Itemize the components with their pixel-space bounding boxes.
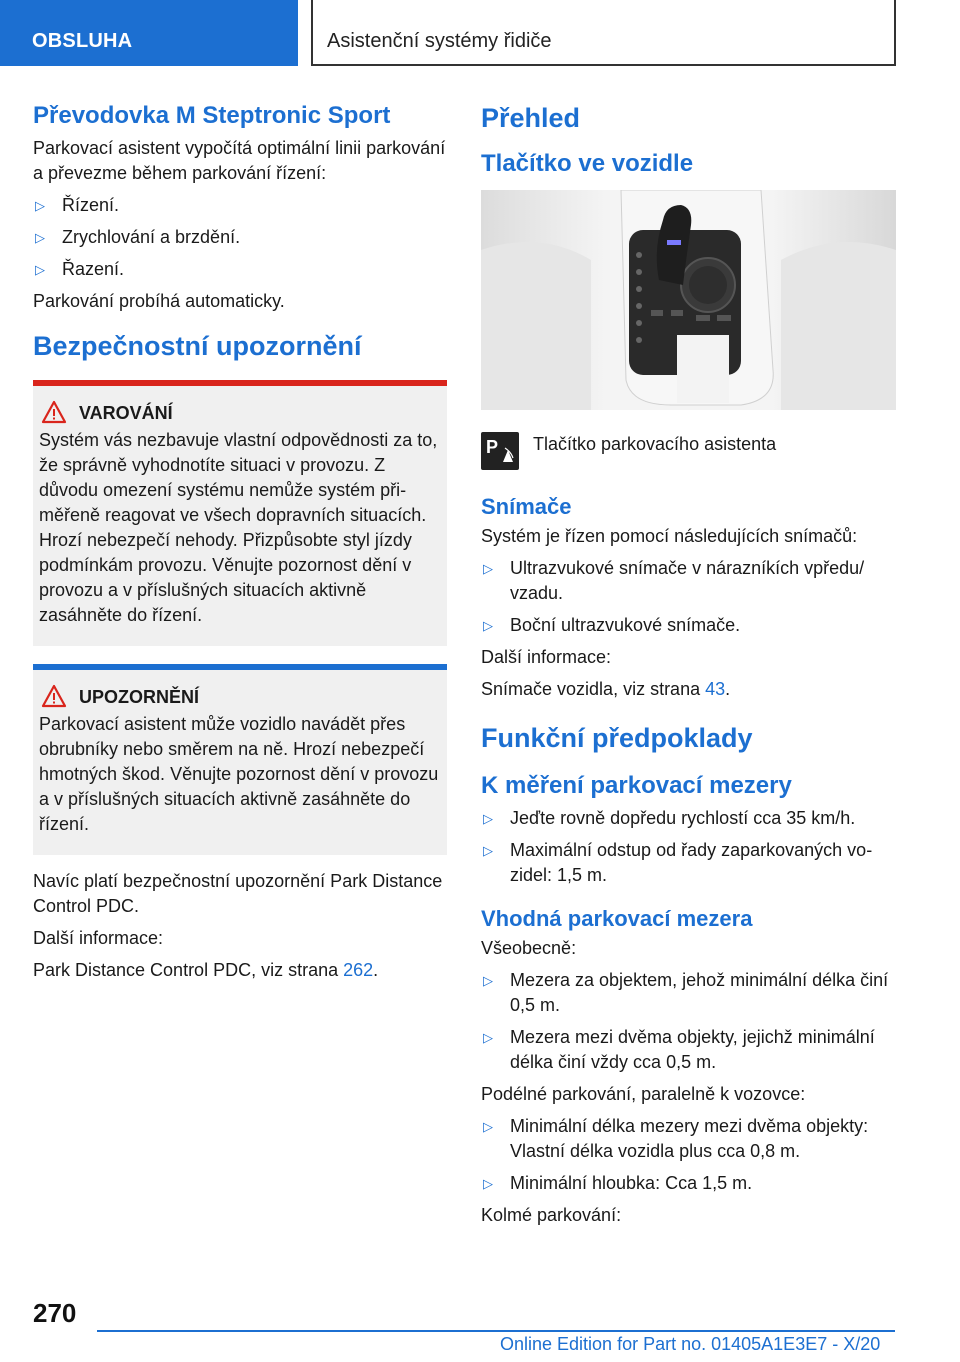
pdc-reference: Park Distance Control PDC, viz strana 262.	[33, 960, 379, 980]
bullet-triangle-icon: ▷	[35, 262, 45, 277]
list-item: ▷ Řazení.	[33, 257, 447, 282]
parking-assistant-button-icon: P	[481, 432, 519, 470]
sensors-intro: Systém je řízen pomocí následujících snímačů:	[481, 526, 858, 546]
pdc-note: Navíc platí bezpečnostní upozornění Park Distance Control PDC.	[33, 871, 443, 916]
bullet-triangle-icon: ▷	[483, 973, 493, 988]
measure-heading: K měření parkovací mezery	[481, 772, 792, 799]
bullet-triangle-icon: ▷	[483, 843, 493, 858]
list-item: ▷ Minimální délka mezery mezi dvěma objekty: Vlastní délka vozidla plus cca 0,8 m.	[483, 1116, 869, 1161]
overview-heading: Přehled	[481, 103, 581, 133]
prerequisites-heading: Funkční předpoklady	[481, 723, 753, 753]
more-info-label: Další informace:	[481, 647, 612, 667]
caution-text: Parkovací asistent může vozidlo navádět přes obrubníky nebo směrem na ně. Hrozí nebezpečí hmotných škod. Věnujte pozornost dění v provozu a v příslušných situacích aktivně zasáhněte do řízení.	[39, 714, 439, 834]
perpendicular-label: Kolmé parkování:	[481, 1205, 622, 1225]
sensors-heading: Snímače	[481, 494, 572, 519]
right-column	[481, 100, 896, 1235]
bullet-triangle-icon: ▷	[483, 618, 493, 633]
list-item: ▷ Mezera za objektem, jehož minimální délka činí 0,5 m.	[483, 970, 889, 1015]
list-item: ▷ Řízení.	[33, 193, 447, 218]
suitable-space-heading: Vhodná parkovací mezera	[481, 906, 753, 931]
gearbox-intro: Parkovací asistent vypočítá optimální linii parkování a převezme během parkování řízení:	[33, 138, 446, 183]
parallel-list	[481, 1114, 896, 1196]
bullet-triangle-icon: ▷	[35, 230, 45, 245]
button-caption-row	[481, 430, 896, 470]
list-item: ▷ Minimální hloubka: Cca 1,5 m.	[481, 1171, 896, 1196]
list-item: ▷ Maximální odstup od řady zaparkovaných vozidel: 1,5 m.	[483, 840, 873, 885]
sensors-reference: Snímače vozidla, viz strana 43.	[481, 679, 731, 699]
footer-divider	[97, 1330, 895, 1332]
page-header	[0, 0, 960, 66]
list-item: ▷ Zrychlování a brzdění.	[33, 225, 447, 250]
parallel-label: Podélné parkování, paralelně k vozovce:	[481, 1084, 806, 1104]
page-link-43[interactable]: 43	[705, 679, 726, 699]
section-tab: OBSLUHA	[0, 0, 298, 66]
caution-box	[33, 664, 447, 855]
bullet-triangle-icon: ▷	[483, 1030, 493, 1045]
list-item: ▷ Mezera mezi dvěma objekty, jejichž minimální délka činí vždy cca 0,5 m.	[483, 1027, 875, 1072]
list-item: ▷ Jeďte rovně dopředu rychlostí cca 35 km/h.	[481, 806, 896, 831]
safety-heading: Bezpečnostní upozornění	[33, 331, 362, 361]
bullet-triangle-icon: ▷	[35, 198, 45, 213]
more-info-label: Další informace:	[33, 928, 164, 948]
list-item: ▷ Ultrazvukové snímače v nárazníkích vpředu/ vzadu.	[483, 558, 865, 603]
warning-text: Systém vás nezbavuje vlastní odpovědnosti za to, že správně vyhodnotíte situaci v provozu. Z důvodu omezení systému nemůže systém přiměřeně reagovat ve všech dopravních situacích. Hrozí nebezpečí nehody. Přizpůsobte styl jízdy podmínkám provozu. Věnujte pozornost dění v provozu a v příslušných situacích aktivně zasáhněte do řízení.	[39, 430, 438, 625]
page-link-262[interactable]: 262	[343, 960, 374, 980]
warning-box	[33, 380, 447, 646]
button-heading: Tlačítko ve vozidle	[481, 150, 694, 177]
edition-label: Online Edition for Part no. 01405A1E3E7 - X/20	[500, 1334, 881, 1354]
warning-triangle-icon	[41, 400, 67, 424]
warning-triangle-icon	[41, 684, 67, 708]
bullet-triangle-icon: ▷	[483, 1119, 493, 1134]
gearbox-list	[33, 193, 447, 282]
warning-title: VAROVÁNÍ	[39, 400, 439, 426]
bullet-triangle-icon: ▷	[483, 561, 493, 576]
console-illustration	[481, 190, 896, 410]
sensors-list	[481, 556, 896, 638]
bullet-triangle-icon: ▷	[483, 1176, 493, 1191]
caution-title: UPOZORNĚNÍ	[39, 684, 439, 710]
page-number: 270	[33, 1298, 77, 1328]
gearbox-outro: Parkování probíhá automaticky.	[33, 291, 285, 311]
bullet-triangle-icon: ▷	[483, 811, 493, 826]
list-item: ▷ Boční ultrazvukové snímače.	[481, 613, 896, 638]
measure-list	[481, 806, 896, 888]
general-label: Všeobecně:	[481, 938, 577, 958]
center-console-image	[481, 190, 896, 410]
button-caption: Tlačítko parkovacího asistenta	[533, 434, 777, 454]
general-list	[481, 968, 896, 1075]
left-column	[33, 100, 447, 990]
gearbox-heading: Převodovka M Steptronic Sport	[33, 102, 391, 129]
chapter-title: Asistenční systémy řidiče	[311, 0, 896, 66]
